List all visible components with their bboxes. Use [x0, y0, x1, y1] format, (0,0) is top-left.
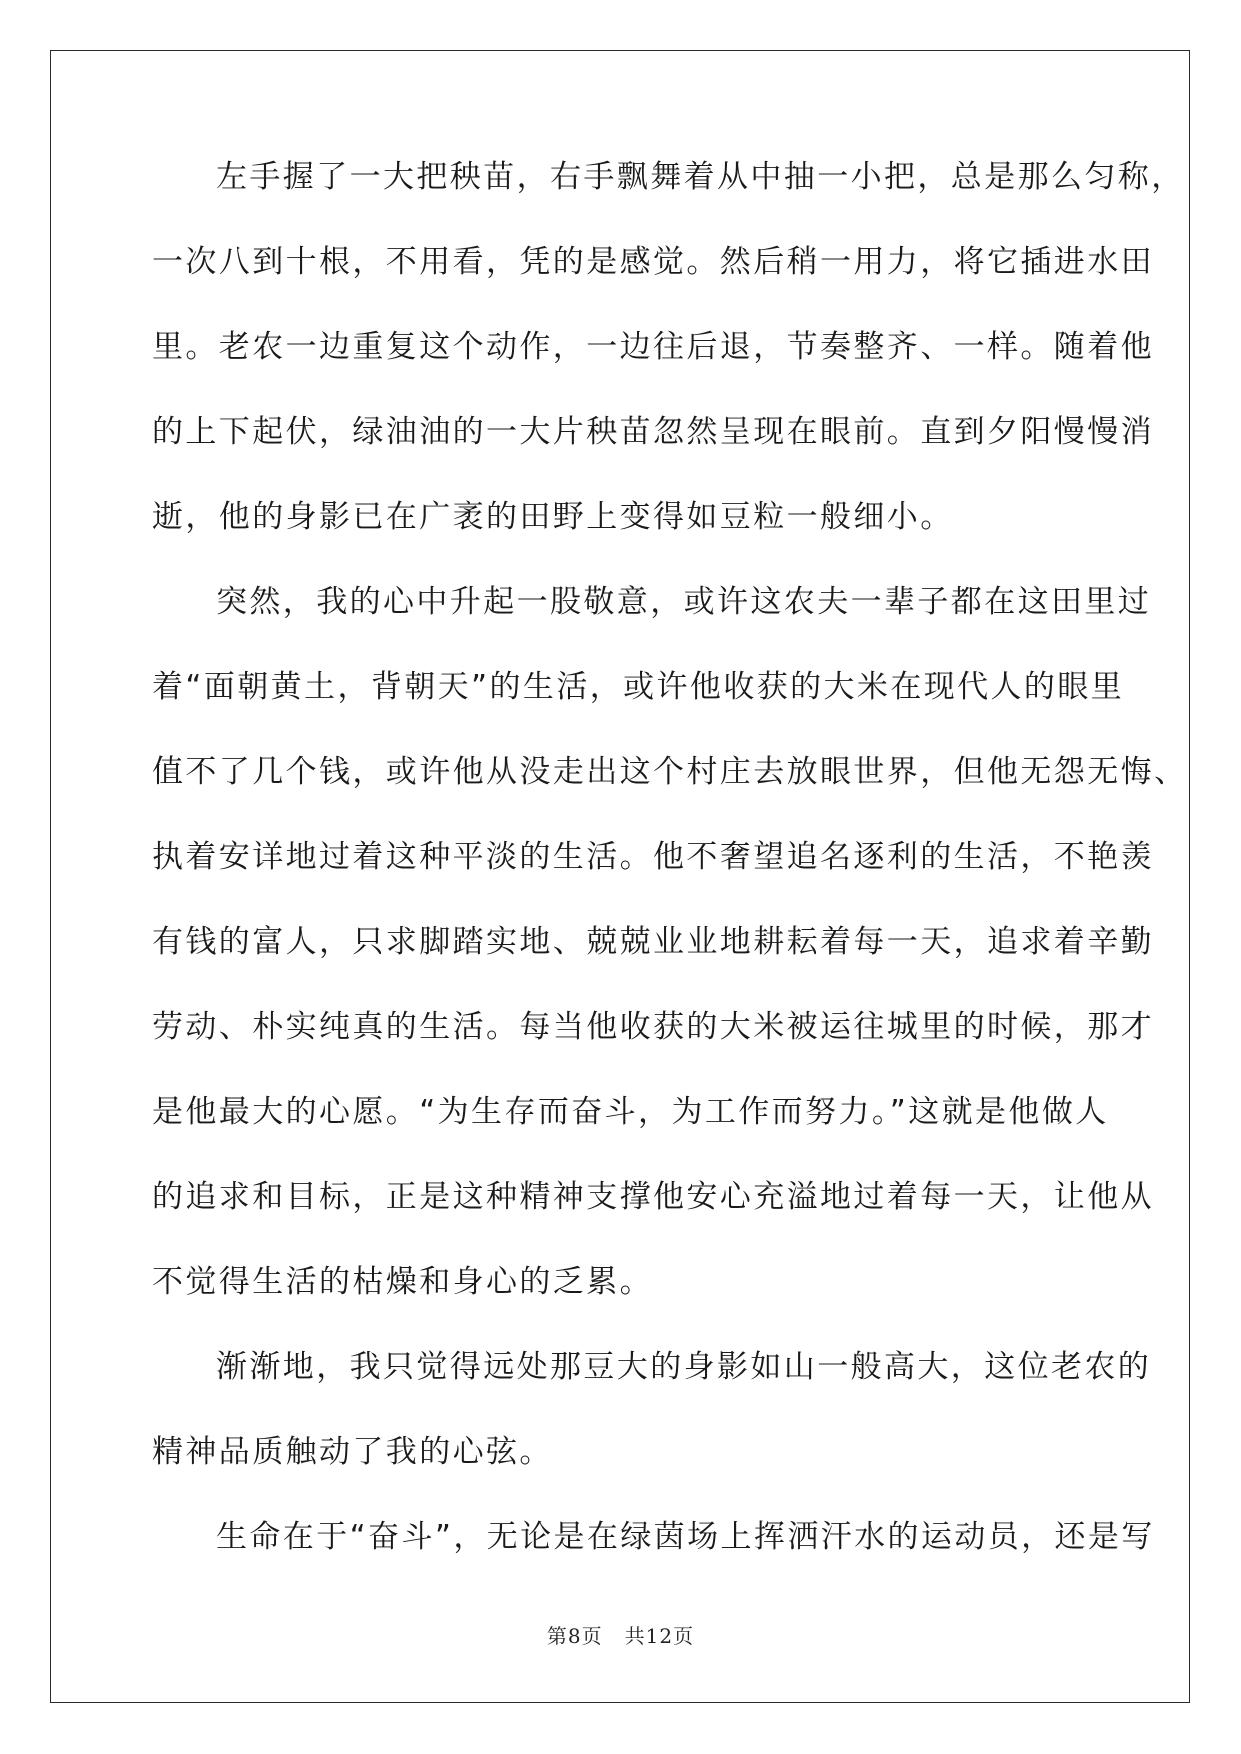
- paragraph: [152, 1349, 1152, 1520]
- document-body: [152, 159, 1188, 1605]
- text-line: 逝，他的身影已在广袤的田野上变得如豆粒一般细小。: [152, 499, 954, 535]
- text-line: 有钱的富人，只求脚踏实地、兢兢业业地耕耘着每一天，追求着辛勤: [152, 924, 1154, 960]
- text-line: 值不了几个钱，或许他从没走出这个村庄去放眼世界，但他无怨无悔、: [152, 754, 1188, 790]
- text-line: 渐渐地，我只觉得远处那豆大的身影如山一般高大，这位老农的: [216, 1349, 1152, 1385]
- text-line: 不觉得生活的枯燥和身心的乏累。: [152, 1264, 653, 1300]
- text-line: 精神品质触动了我的心弦。: [152, 1434, 553, 1470]
- text-line: 生命在于“奋斗”，无论是在绿茵场上挥洒汗水的运动员，还是写: [216, 1519, 1155, 1555]
- page-footer: [0, 1620, 1241, 1649]
- paragraph: [152, 159, 1185, 585]
- text-line: 的追求和目标，正是这种精神支撑他安心充溢地过着每一天，让他从: [152, 1179, 1154, 1215]
- text-line: 的上下起伏，绿油油的一大片秧苗忽然呈现在眼前。直到夕阳慢慢消: [152, 414, 1154, 450]
- paragraph: [152, 584, 1188, 1350]
- page-total: 共12页: [624, 1624, 695, 1648]
- text-line: 左手握了一大把秧苗，右手飘舞着从中抽一小把，总是那么匀称，: [216, 159, 1185, 195]
- text-line: 一次八到十根，不用看，凭的是感觉。然后稍一用力，将它插进水田: [152, 244, 1154, 280]
- text-line: 突然，我的心中升起一股敬意，或许这农夫一辈子都在这田里过: [216, 584, 1152, 620]
- page-number: 第8页: [546, 1624, 603, 1648]
- text-line: 是他最大的心愿。“为生存而奋斗，为工作而努力。”这就是他做人: [152, 1094, 1109, 1130]
- text-line: 里。老农一边重复这个动作，一边往后退，节奏整齐、一样。随着他: [152, 329, 1154, 365]
- text-line: 执着安详地过着这种平淡的生活。他不奢望追名逐利的生活，不艳羡: [152, 839, 1154, 875]
- paragraph: [152, 1519, 1155, 1605]
- text-line: 劳动、朴实纯真的生活。每当他收获的大米被运往城里的时候，那才: [152, 1009, 1154, 1045]
- text-line: 着“面朝黄土，背朝天”的生活，或许他收获的大米在现代人的眼里: [152, 669, 1125, 705]
